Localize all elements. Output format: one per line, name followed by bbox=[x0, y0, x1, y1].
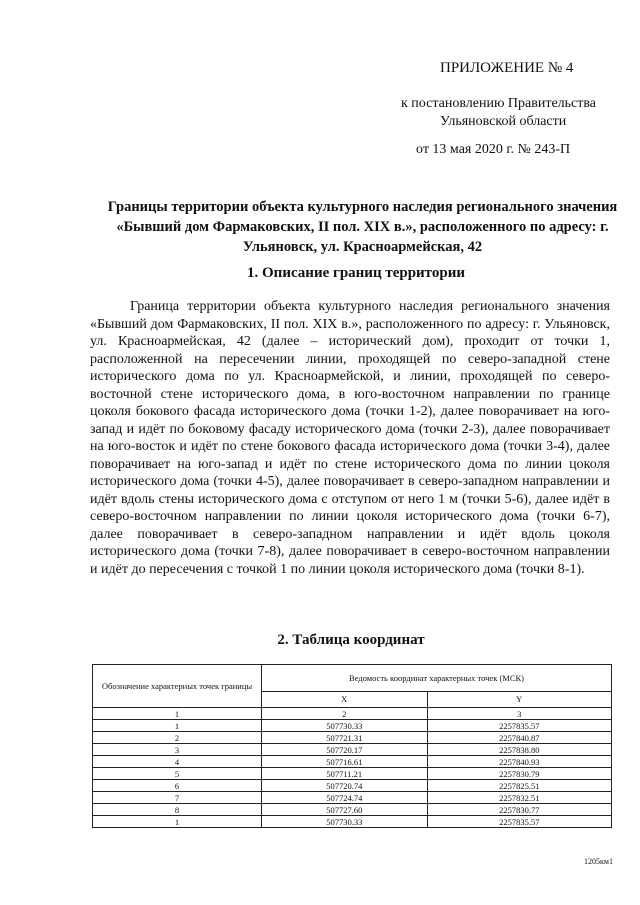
y-coordinate: 2257830.77 bbox=[427, 804, 612, 816]
x-coordinate: 507724.74 bbox=[262, 792, 428, 804]
point-number: 5 bbox=[93, 768, 262, 780]
y-coordinate: 2257835.57 bbox=[427, 720, 612, 732]
table-row bbox=[93, 792, 612, 804]
decree-reference-line-1: к постановлению Правительства bbox=[401, 96, 597, 111]
table-row bbox=[93, 780, 612, 792]
column-number: 2 bbox=[262, 708, 428, 720]
table-row bbox=[93, 768, 612, 780]
coordinates-group-header: Ведомость координат характерных точек (МСК) bbox=[262, 665, 612, 692]
point-number: 7 bbox=[93, 792, 262, 804]
x-coordinate: 507721.31 bbox=[262, 732, 428, 744]
table-row bbox=[93, 756, 612, 768]
x-coordinate: 507727.60 bbox=[262, 804, 428, 816]
y-coordinate: 2257835.57 bbox=[427, 816, 612, 828]
x-coordinate: 507716.61 bbox=[262, 756, 428, 768]
y-column-header: Y bbox=[427, 691, 612, 707]
decree-reference-line-2: Ульяновской области bbox=[440, 114, 567, 129]
y-coordinate: 2257838.80 bbox=[427, 744, 612, 756]
y-coordinate: 2257830.79 bbox=[427, 768, 612, 780]
section-2-heading: 2. Таблица координат bbox=[277, 632, 425, 648]
point-number: 3 bbox=[93, 744, 262, 756]
point-number: 2 bbox=[93, 732, 262, 744]
decree-date: от 13 мая 2020 г. № 243-П bbox=[416, 142, 571, 157]
section-1-heading: 1. Описание границ территории bbox=[247, 265, 465, 281]
boundary-description: Граница территории объекта культурного наследия регионального значения «Бывший дом Фармаковских, II пол. XIX в.», расположенного по адресу: г. Ульяновск, ул. Красноармейская, 42 (далее – исторический дом), проходит от точки 1, расположенной на пересечении линии, проходящей по северо-западной стене исторического дома по ул. Красноармейской, и линии, проходящей по северо-восточной стене исторического дома, в юго-восточном направлении по границе цоколя бокового фасада исторического дома (точки 1-2), далее поворачивает на юго-запад и идёт по боковому фасаду исторического дома (точки 2-3), далее поворачивает на юго-восток и идёт по стене бокового фасада исторического дома (точки 3-4), далее поворачивает на юго-запад и идёт по стене исторического дома по линии цоколя исторического дома (точки 4-5), далее поворачивает в северо-западном направлении и идёт вдоль стены исторического дома с отступом от него 1 м (точки 5-6), далее идёт в северо-восточном направлении по линии цоколя исторического дома (точки 6-7), далее поворачивает в северо-западном направлении и идёт вдоль цоколя исторического дома (точки 7-8), далее поворачивает в северо-восточном направлении и идёт до пересечения с точкой 1 по линии цоколя исторического дома (точки 8-1). bbox=[90, 299, 610, 577]
y-coordinate: 2257840.93 bbox=[427, 756, 612, 768]
y-coordinate: 2257840.87 bbox=[427, 732, 612, 744]
y-coordinate: 2257832.51 bbox=[427, 792, 612, 804]
table-row bbox=[93, 744, 612, 756]
column-number: 3 bbox=[427, 708, 612, 720]
table-row bbox=[93, 816, 612, 828]
x-coordinate: 507730.33 bbox=[262, 816, 428, 828]
x-coordinate: 507720.74 bbox=[262, 780, 428, 792]
table-row bbox=[93, 804, 612, 816]
column-number: 1 bbox=[93, 708, 262, 720]
points-column-header: Обозначение характерных точек границы bbox=[93, 665, 262, 708]
document-title: Границы территории объекта культурного наследия регионального значения «Бывший дом Фармаковских, II пол. XIX в.», расположенного по адресу: г. Ульяновск, ул. Красноармейская, 42 bbox=[107, 199, 618, 255]
document-code: 1205км1 bbox=[584, 857, 613, 866]
x-coordinate: 507720.17 bbox=[262, 744, 428, 756]
point-number: 8 bbox=[93, 804, 262, 816]
coordinates-table bbox=[92, 664, 612, 828]
appendix-label: ПРИЛОЖЕНИЕ № 4 bbox=[440, 60, 574, 76]
y-coordinate: 2257825.51 bbox=[427, 780, 612, 792]
x-coordinate: 507711.21 bbox=[262, 768, 428, 780]
point-number: 1 bbox=[93, 720, 262, 732]
point-number: 1 bbox=[93, 816, 262, 828]
table-row bbox=[93, 732, 612, 744]
x-column-header: X bbox=[262, 691, 428, 707]
point-number: 4 bbox=[93, 756, 262, 768]
table-row bbox=[93, 720, 612, 732]
point-number: 6 bbox=[93, 780, 262, 792]
x-coordinate: 507730.33 bbox=[262, 720, 428, 732]
